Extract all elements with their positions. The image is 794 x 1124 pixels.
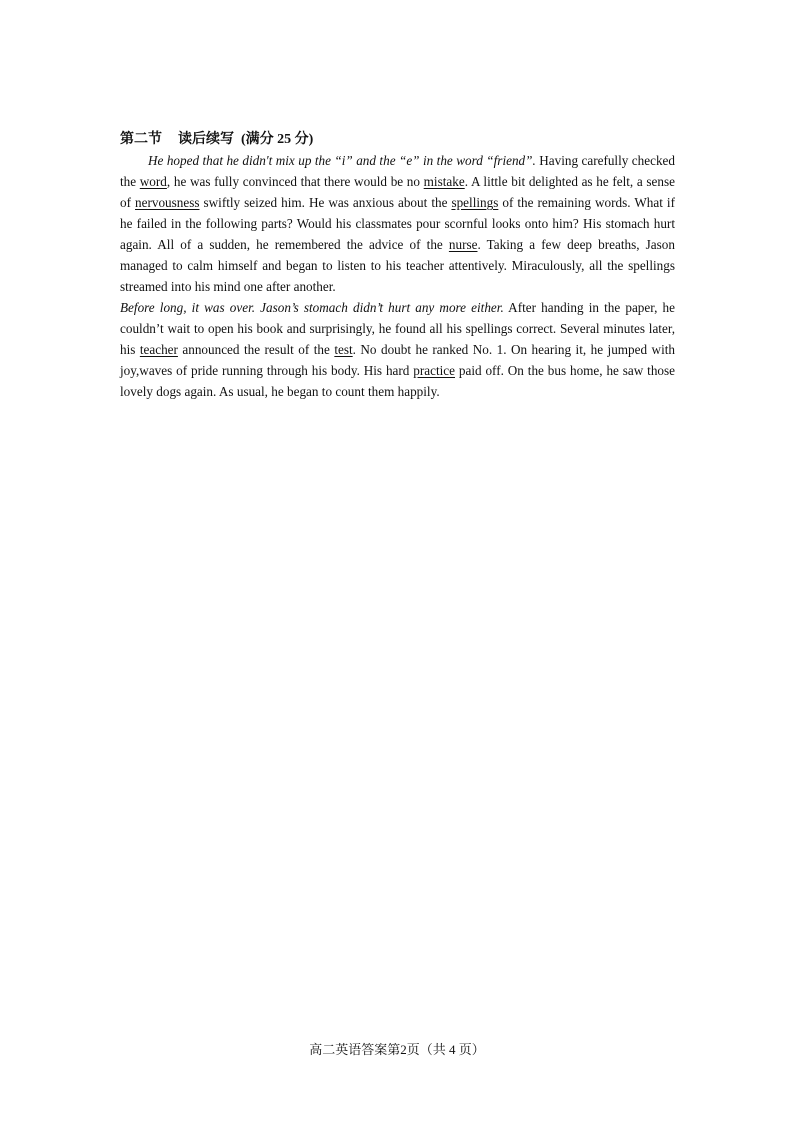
section-number: 第二节 <box>120 132 162 147</box>
text-segment: . Taking a few deep breaths, Jason managed to calm himself and began to listen to his teacher attentively. Miraculously, all the spellings streamed into his mind one after another. <box>120 237 675 294</box>
underlined-word: teacher <box>139 342 178 357</box>
underlined-word: spellings <box>451 195 499 210</box>
underlined-word: practice <box>413 363 455 378</box>
paragraph-one-opening: He hoped that he didn't mix up the “i” and the “e” in the word “friend”. <box>148 153 536 168</box>
paragraph-two <box>120 297 675 402</box>
underlined-word: nervousness <box>135 195 200 210</box>
text-segment: . A little bit delighted as he felt, a sense of <box>120 174 675 210</box>
underlined-word: nurse <box>448 237 478 252</box>
text-segment: swiftly seized him. He was anxious about the <box>199 195 452 210</box>
answer-content <box>120 129 675 402</box>
page-footer: 高二英语答案第2页（共 4 页） <box>309 1042 485 1057</box>
text-segment: Having carefully checked the <box>120 153 676 189</box>
underlined-word: mistake <box>423 174 465 189</box>
text-segment: of the remaining words. What if he failed in the following parts? Would his classmates pour scornful looks onto him? His stomach hurt again. All of a sudden, he remembered the advice of the <box>120 195 675 252</box>
underlined-word: word <box>139 174 167 189</box>
section-title: 读后续写 <box>178 132 234 147</box>
text-segment: After handing in the paper, he couldn’t wait to open his book and surprisingly, he found all his spellings correct. Several minutes later, his <box>120 300 675 357</box>
section-heading <box>120 129 675 150</box>
text-segment: paid off. On the bus home, he saw those lovely dogs again. As usual, he began to count them happily. <box>120 363 675 399</box>
text-segment: . No doubt he ranked No. 1. On hearing it, he jumped with joy,waves of pride running through his body. His hard <box>120 342 676 378</box>
text-segment: , he was fully convinced that there would be no <box>166 174 424 189</box>
section-score: (满分 25 分) <box>241 132 314 147</box>
text-segment: announced the result of the <box>177 342 335 357</box>
paragraph-one <box>120 150 675 297</box>
underlined-word: test <box>334 342 353 357</box>
paragraph-two-opening: Before long, it was over. Jason’s stomach didn’t hurt any more either. <box>120 300 504 315</box>
